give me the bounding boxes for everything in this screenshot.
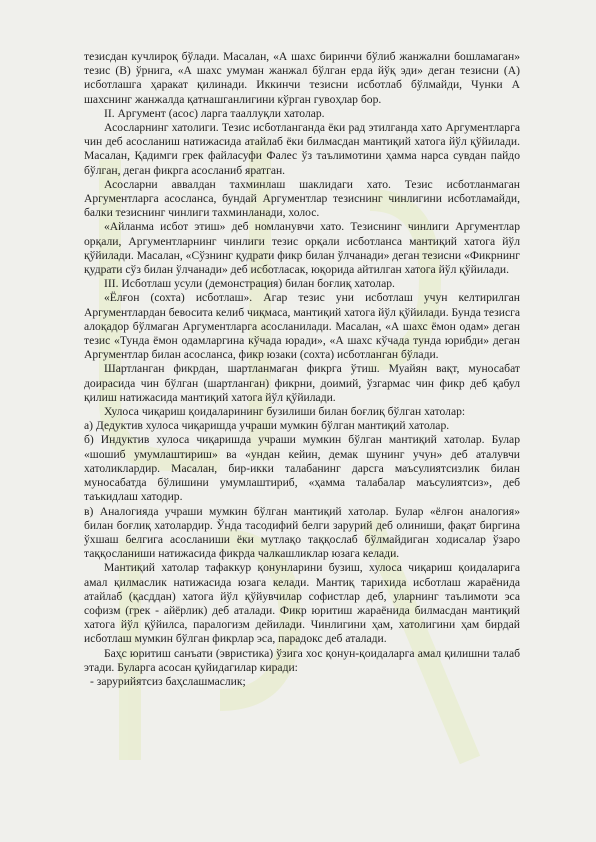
paragraph: «Айланма исбот этиш» деб номланувчи хато. Тезиснинг чинлиги Аргументлар орқали, Аргументларнинг чинлиги тезис орқали исботланса мантиқий хатога йўл қўйилади. Масалан, «Сўзнинг қудрати фикр билан ўлчанади» деган тезисни «Фикрнинг қудрати сўз билан ўлчанади» деб исботласак, юқорида айтилган хатога йўл қўйилади. xyxy=(84,220,520,277)
paragraph: б) Индуктив хулоса чиқаришда учраши мумкин бўлган мантиқий хатолар. Булар «шошиб умумлаштириш» ва «ундан кейин, демак шунинг учун» деб аталувчи хатоликлардир. Масалан, бир-икки талабанинг дарсга маъсулиятсизлик билан муносабатда бўлишини умумлаштириб, «ҳамма талабалар маъсулиятсиз», деб таъкидлаш хатодир. xyxy=(84,433,520,504)
paragraph: в) Аналогияда учраши мумкин бўлган мантиқий хатолар. Булар «ёлғон аналогия» билан боғлиқ хатолардир. Ўнда тасодифий белги зарурий деб олиниши, фақат биргина ўхшаш белгига асосланиши ёки мутлақо таққослаб бўлмайдиган ходисалар ўзаро таққосланиши натижасида фикрда чалкашликлар юзага келади. xyxy=(84,504,520,561)
paragraph: III. Исботлаш усули (демонстрация) билан боғлиқ хатолар. xyxy=(104,277,395,291)
paragraph: Асосларни аввалдан тахминлаш шаклидаги хато. Тезис исботланмаган Аргументларга асосланса, бундай Аргументлар тезиснинг чинлигини исботламайди, балки тезиснинг чинлиги тахминланади, холос. xyxy=(84,177,520,220)
paragraph: Шартланган фикрдан, шартланмаган фикрга ўтиш. Муайян вақт, муносабат доирасида чин бўлган (шартланган) фикрни, доимий, ўзгармас чин фикр деб қабул қилиш натижасида мантиқий хатога йўл қўйилади. xyxy=(84,362,520,404)
paragraph: тезисдан кучлироқ бўлади. Масалан, «А шахс биринчи бўлиб жанжални бошламаган» тезис (В) ўрнига, «А шахс умуман жанжал бўлган ерда йўқ эди» деган тезисни (А) исботлашга ҳаракат қилинади. Иккинчи тезисни исботлаб бўлмайди, Чунки А шахснинг жанжалда қатнашганлигини кўрган гувоҳлар бор. xyxy=(84,50,520,106)
paragraph: Хулоса чиқариш қоидаларининг бузилиши билан боғлиқ бўлган хатолар: xyxy=(104,405,466,419)
paragraph: Баҳс юритиш санъати (эвристика) ўзига хос қонун-қоидаларга амал қилишни талаб этади. Буларга асосан қуйидагилар киради: xyxy=(84,646,520,674)
paragraph: «Ёлғон (сохта) исботлаш». Агар тезис уни исботлаш учун келтирилган Аргументлардан бевосита келиб чиқмаса, мантиқий хатога йўл қўйилади. Бунда тезисга алоқадор бўлмаган Аргументларга асосланилади. Масалан, «А шахс ёмон одам» деган тезис «Тунда ёмон одамларгина кўчада юради», «А шахс кўчада тунда юрибди» деган Аргументлар билан асосланса, фикр юзаки (сохта) исботланган бўлади. xyxy=(84,291,520,362)
paragraph: - зарурийятсиз баҳслашмаслик; xyxy=(90,674,246,688)
paragraph: Мантиқий хатолар тафаккур қонунларини бузиш, хулоса чиқариш қоидаларига амал қилмаслик натижасида юзага келади. Мантиқ тарихида исботлаш жараёнида атайлаб (қасддан) хатога йўл қўйувчилар софистлар деб, уларнинг таълимоти эса софизм (грек - айёрлик) деб аталади. Фикр юритиш жараёнида билмасдан мантиқий хатога йўл қўйилса, паралогизм дейилади. Чинлигини ҳам, хатолигини ҳам бирдай исботлаш мумкин бўлган фикрлар эса, парадокс деб аталади. xyxy=(84,561,520,646)
paragraph: а) Дедуктив хулоса чиқаришда учраши мумкин бўлган мантиқий хатолар. xyxy=(84,419,450,433)
document-body xyxy=(84,50,520,689)
paragraph: II. Аргумент (асос) ларга тааллуқли хатолар. xyxy=(104,106,325,120)
paragraph: Асосларнинг хатолиги. Тезис исботланганда ёки рад этилганда хато Аргументларга чин деб асосланиш натижасида атайлаб ёки билмасдан мантиқий хатога йўл қўйилади. Масалан, Қадимги грек файласуфи Фалес ўз таълимотини ҳамма нарса сувдан пайдо бўлган, деган фикрга асосланиб яратган. xyxy=(84,121,520,177)
